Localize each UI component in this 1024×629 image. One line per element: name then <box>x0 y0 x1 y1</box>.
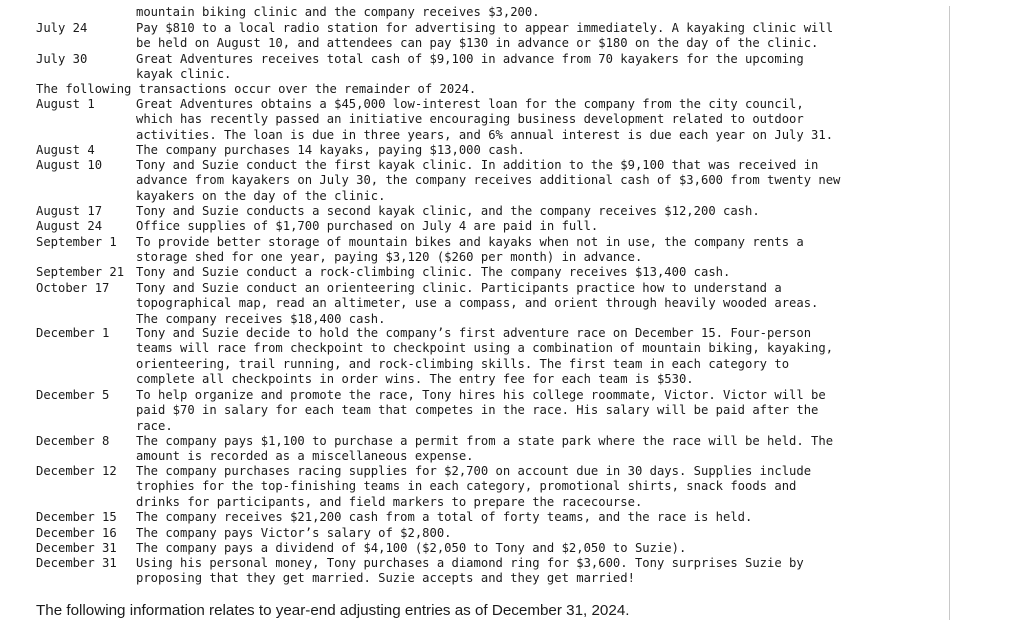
transaction-text: Tony and Suzie conducts a second kayak clinic, and the company receives $12,200 cash. <box>136 204 760 218</box>
adjusting-entries-intro: The following information relates to year-end adjusting entries as of December 31, 2024. <box>36 602 630 619</box>
transaction-text: Tony and Suzie conduct a rock-climbing clinic. The company receives $13,400 cash. <box>136 265 731 279</box>
transaction-date: December 31 <box>36 556 117 570</box>
transaction-date: December 31 <box>36 541 117 555</box>
transaction-date: September 21 <box>36 265 125 279</box>
transaction-text: Office supplies of $1,700 purchased on July 4 are paid in full. <box>136 219 599 233</box>
transaction-date: August 4 <box>36 143 95 157</box>
transaction-text: Tony and Suzie conduct the first kayak clinic. In addition to the $9,100 that was received in advance from kayakers on July 30, the company receives additional cash of $3,600 from twenty new kayakers on the day of the clinic. <box>136 158 841 203</box>
transaction-date: December 16 <box>36 526 117 540</box>
transaction-date: August 10 <box>36 158 103 172</box>
transaction-date: October 17 <box>36 281 110 295</box>
transaction-text: The company pays Victor’s salary of $2,800. <box>136 526 452 540</box>
transaction-date: December 5 <box>36 388 110 402</box>
transaction-date: August 24 <box>36 219 103 233</box>
transaction-text: The company purchases 14 kayaks, paying $13,000 cash. <box>136 143 525 157</box>
transaction-date: December 15 <box>36 510 117 524</box>
transaction-text: The company receives $21,200 cash from a total of forty teams, and the race is held. <box>136 510 753 524</box>
transaction-text: The company pays $1,100 to purchase a permit from a state park where the race will be held. The amount is recorded as a miscellaneous expense. <box>136 434 834 464</box>
transaction-text: Great Adventures receives total cash of $9,100 in advance from 70 kayakers for the upcoming kayak clinic. <box>136 52 804 82</box>
transaction-date: August 1 <box>36 97 95 111</box>
transaction-text: To provide better storage of mountain bikes and kayaks when not in use, the company rents a storage shed for one year, paying $3,120 ($260 per month) in advance. <box>136 235 804 265</box>
transaction-date: July 24 <box>36 21 88 35</box>
transaction-text: The company pays a dividend of $4,100 ($2,050 to Tony and $2,050 to Suzie). <box>136 541 687 555</box>
transaction-text: To help organize and promote the race, Tony hires his college roommate, Victor. Victor will be paid $70 in salary for each team that competes in the race. His salary will be paid after the race. <box>136 388 826 433</box>
transaction-text: Pay $810 to a local radio station for advertising to appear immediately. A kayaking clinic will be held on August 10, and attendees can pay $130 in advance or $180 on the day of the clinic. <box>136 21 834 51</box>
section-intro: The following transactions occur over the remainder of 2024. <box>36 82 477 96</box>
transaction-text: Great Adventures obtains a $45,000 low-interest loan for the company from the city council, which has recently passed an initiative encouraging business development related to outdoor activities. The loan is due in three years, and 6% annual interest is due each year on July 31. <box>136 97 834 142</box>
transaction-text: Tony and Suzie decide to hold the company’s first adventure race on December 15. Four-person teams will race from checkpoint to checkpoint using a combination of mountain biking, kayaking, orienteering, trail running, and rock-climbing skills. The first team in each category to complete all checkpoints in order wins. The entry fee for each team is $530. <box>136 326 834 386</box>
transaction-date: December 8 <box>36 434 110 448</box>
transaction-date: September 1 <box>36 235 117 249</box>
right-border-line <box>949 6 950 620</box>
transaction-date: August 17 <box>36 204 103 218</box>
transaction-date: December 1 <box>36 326 110 340</box>
top-continuation-text: mountain biking clinic and the company receives $3,200. <box>136 5 540 19</box>
transaction-date: July 30 <box>36 52 88 66</box>
transaction-text: Tony and Suzie conduct an orienteering clinic. Participants practice how to understand a topographical map, read an altimeter, use a compass, and orient through heavily wooded areas. The company receives $18,400 cash. <box>136 281 819 326</box>
transaction-date: December 12 <box>36 464 117 478</box>
transaction-text: Using his personal money, Tony purchases a diamond ring for $3,600. Tony surprises Suzie by proposing that they get married. Suzie accepts and they get married! <box>136 556 804 586</box>
transaction-text: The company purchases racing supplies for $2,700 on account due in 30 days. Supplies include trophies for the top-finishing teams in each category, promotional shirts, snack foods and drinks for participants, and field markers to prepare the racecourse. <box>136 464 812 509</box>
